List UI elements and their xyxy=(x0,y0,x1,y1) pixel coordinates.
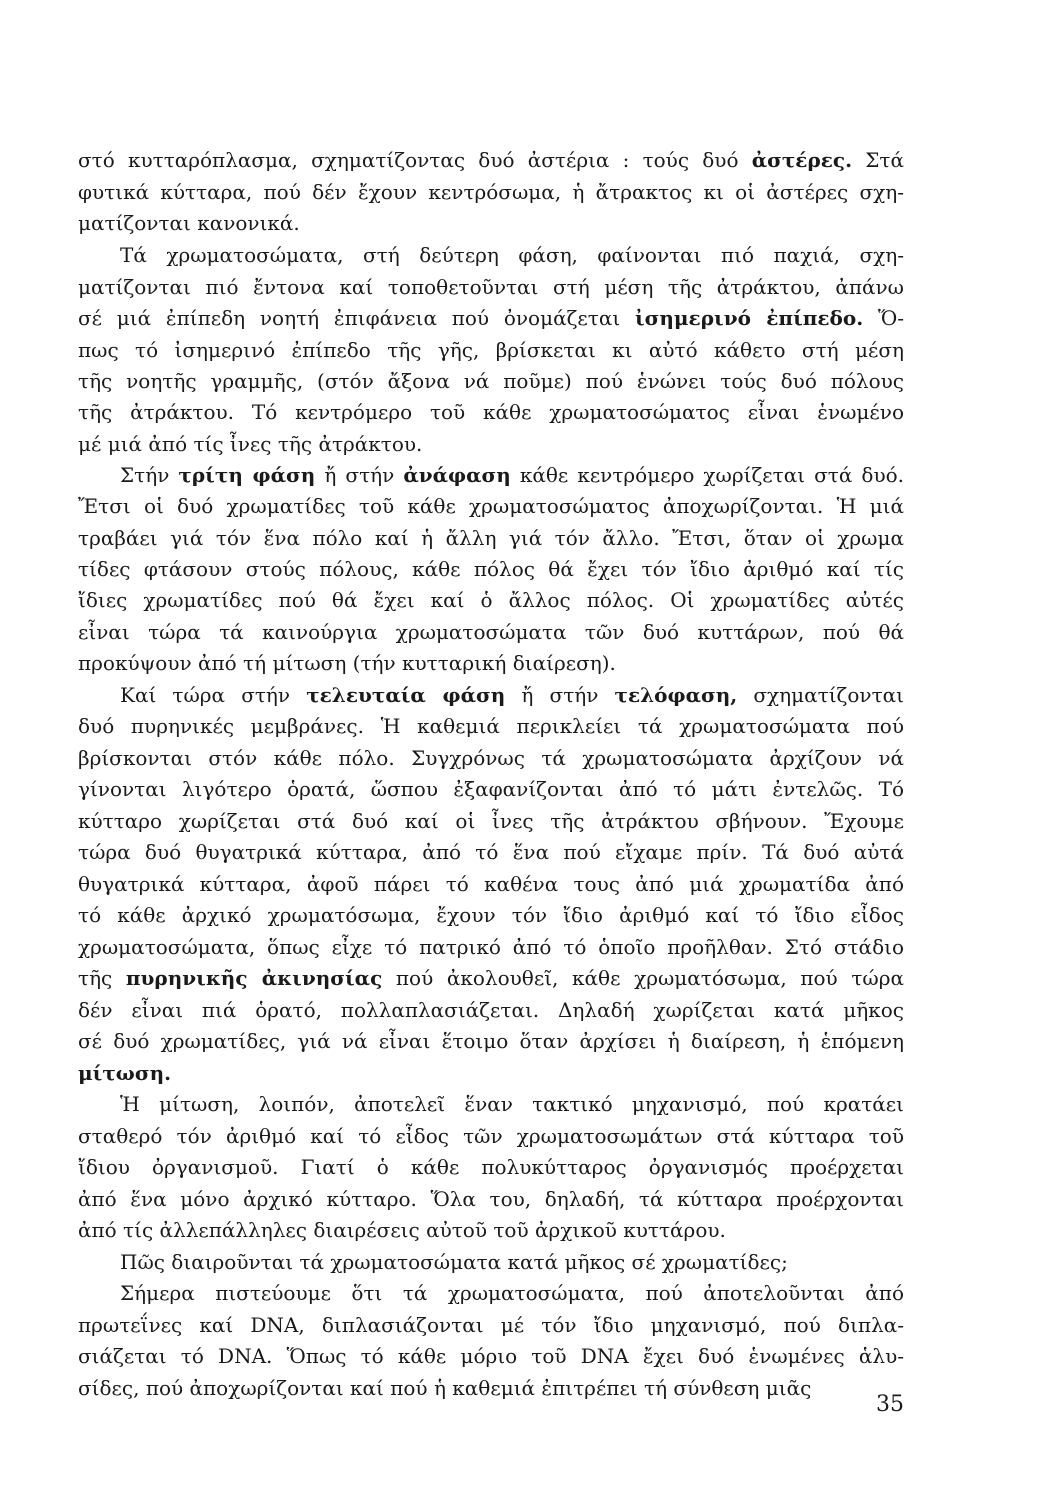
text-line xyxy=(78,648,904,679)
text-run: στό κυτταρόπλασμα, σχηματίζοντας δυό ἀστέρια : τούς δυό xyxy=(78,148,752,172)
text-run: θυγατρικά κύτταρα, ἀφοῦ πάρει τό καθένα τους ἀπό μιά χρωματίδα ἀπό xyxy=(78,872,904,896)
text-run: Πῶς διαιροῦνται τά χρωματοσώματα κατά μῆκος σέ χρωματίδες; xyxy=(120,1250,788,1274)
text-line xyxy=(78,1215,904,1246)
text-line xyxy=(78,617,904,648)
text-run: σίδες, πού ἀποχωρίζονται καί πού ἡ καθεμιά ἐπιτρέπει τή σύνθεση μιᾶς xyxy=(78,1376,812,1400)
text-run: κάθε κεντρόμερο χωρίζεται στά δυό. xyxy=(510,463,905,487)
text-line xyxy=(78,1089,904,1120)
text-line xyxy=(78,366,904,397)
text-line xyxy=(78,711,904,742)
bold-term: πυρηνικῆς ἀκινησίας xyxy=(125,966,383,990)
text-run: βρίσκονται στόν κάθε πόλο. Συγχρόνως τά χρωματοσώματα ἀρχίζουν νά xyxy=(78,746,904,770)
page-number: 35 xyxy=(876,1392,904,1417)
text-run: γίνονται λιγότερο ὁρατά, ὥσπου ἐξαφανίζονται ἀπό τό μάτι ἐντελῶς. Τό xyxy=(78,777,904,801)
text-line xyxy=(78,1121,904,1152)
text-line xyxy=(78,1184,904,1215)
text-run: Καί τώρα στήν xyxy=(120,683,307,707)
text-line xyxy=(78,397,904,428)
text-line xyxy=(78,1310,904,1341)
text-run: χρωματοσώματα, ὅπως εἶχε τό πατρικό ἀπό τό ὁποῖο προῆλθαν. Στό στάδιο xyxy=(78,935,904,959)
text-run: φυτικά κύτταρα, πού δέν ἔχουν κεντρόσωμα, ἡ ἄτρακτος κι οἱ ἀστέρες σχη- xyxy=(78,180,904,204)
text-run: Ὅ- xyxy=(863,306,904,330)
bold-term: τελόφαση, xyxy=(614,683,738,707)
text-line xyxy=(78,995,904,1026)
text-run: τραβάει γιά τόν ἕνα πόλο καί ἡ ἄλλη γιά τόν ἄλλο. Ἔτσι, ὅταν οἱ χρωμα xyxy=(78,526,904,550)
text-line xyxy=(78,869,904,900)
bold-term: μίτωση. xyxy=(78,1061,172,1085)
text-line xyxy=(78,932,904,963)
text-line xyxy=(78,272,904,303)
text-line xyxy=(78,491,904,522)
text-line xyxy=(78,429,904,460)
text-line xyxy=(78,335,904,366)
text-run: σχηματίζονται xyxy=(737,683,904,707)
text-line xyxy=(78,585,904,616)
text-line xyxy=(78,743,904,774)
text-run: τῆς ἀτράκτου. Τό κεντρόμερο τοῦ κάθε χρωματοσώματος εἶναι ἑνωμένο xyxy=(78,400,904,424)
text-run: Ἔτσι οἱ δυό χρωματίδες τοῦ κάθε χρωματοσώματος ἀποχωρίζονται. Ἡ μιά xyxy=(78,494,904,518)
text-run: Στά xyxy=(852,148,904,172)
text-run: Τά χρωματοσώματα, στή δεύτερη φάση, φαίνονται πιό παχιά, σχη- xyxy=(120,243,904,267)
text-run: πρωτεΐνες καί DNA, διπλασιάζονται μέ τόν ἴδιο μηχανισμό, πού διπλα- xyxy=(78,1313,904,1337)
text-run: δυό πυρηνικές μεμβράνες. Ἡ καθεμιά περικλείει τά χρωματοσώματα πού xyxy=(78,714,904,738)
text-run: πως τό ἰσημερινό ἐπίπεδο τῆς γῆς, βρίσκεται κι αὐτό κάθετο στή μέση xyxy=(78,338,904,362)
bold-term: ἀνάφαση xyxy=(403,463,511,487)
text-run: εἶναι τώρα τά καινούργια χρωματοσώματα τῶν δυό κυττάρων, πού θά xyxy=(78,620,904,644)
text-run: ἤ στήν xyxy=(505,683,615,707)
text-run: ἀπό ἕνα μόνο ἀρχικό κύτταρο. Ὅλα του, δηλαδή, τά κύτταρα προέρχονται xyxy=(78,1187,904,1211)
bold-term: ἀστέρες. xyxy=(751,148,853,172)
text-line xyxy=(78,1373,904,1404)
text-line xyxy=(78,208,904,239)
text-run: τῆς νοητῆς γραμμῆς, (στόν ἄξονα νά ποῦμε) πού ἑνώνει τούς δυό πόλους xyxy=(78,369,904,393)
bold-term: ἰσημερινό ἐπίπεδο. xyxy=(634,306,864,330)
text-run: πού ἀκολουθεῖ, κάθε χρωματόσωμα, πού τώρα xyxy=(382,966,904,990)
text-line xyxy=(78,1341,904,1372)
text-line xyxy=(78,460,904,491)
text-line xyxy=(78,240,904,271)
text-line xyxy=(78,900,904,931)
text-run: τίδες φτάσουν στούς πόλους, κάθε πόλος θά ἔχει τόν ἴδιο ἀριθμό καί τίς xyxy=(78,557,904,581)
text-line xyxy=(78,1278,904,1309)
text-run: ἴδιου ὀργανισμοῦ. Γιατί ὁ κάθε πολυκύτταρος ὀργανισμός προέρχεται xyxy=(78,1155,904,1179)
text-line xyxy=(78,554,904,585)
text-line xyxy=(78,303,904,334)
text-run: κύτταρο χωρίζεται στά δυό καί οἱ ἶνες τῆς ἀτράκτου σβήνουν. Ἔχουμε xyxy=(78,809,904,833)
text-line xyxy=(78,837,904,868)
text-line xyxy=(78,145,904,176)
text-line xyxy=(78,1152,904,1183)
text-line xyxy=(78,177,904,208)
text-line xyxy=(78,680,904,711)
text-line xyxy=(78,806,904,837)
text-run: τώρα δυό θυγατρικά κύτταρα, ἀπό τό ἕνα πού εἴχαμε πρίν. Τά δυό αὐτά xyxy=(78,840,904,864)
bold-term: τρίτη φάση xyxy=(178,463,316,487)
text-run: τῆς xyxy=(78,966,126,990)
text-run: σταθερό τόν ἀριθμό καί τό εἶδος τῶν χρωματοσωμάτων στά κύτταρα τοῦ xyxy=(78,1124,904,1148)
text-run: ἤ στήν xyxy=(315,463,404,487)
text-run: σέ μιά ἐπίπεδη νοητή ἐπιφάνεια πού ὀνομάζεται xyxy=(78,306,635,330)
text-line xyxy=(78,1247,904,1278)
text-line xyxy=(78,523,904,554)
text-run: ἀπό τίς ἀλλεπάλληλες διαιρέσεις αὐτοῦ τοῦ ἀρχικοῦ κυττάρου. xyxy=(78,1218,726,1242)
text-line xyxy=(78,774,904,805)
text-run: Ἡ μίτωση, λοιπόν, ἀποτελεῖ ἕναν τακτικό μηχανισμό, πού κρατάει xyxy=(120,1092,904,1116)
bold-term: τελευταία φάση xyxy=(306,683,506,707)
text-run: σιάζεται τό DNA. Ὅπως τό κάθε μόριο τοῦ DNA ἔχει δυό ἑνωμένες ἁλυ- xyxy=(78,1344,904,1368)
text-run: προκύψουν ἀπό τή μίτωση (τήν κυτταρική διαίρεση). xyxy=(78,651,616,675)
text-run: σέ δυό χρωματίδες, γιά νά εἶναι ἕτοιμο ὅταν ἀρχίσει ἡ διαίρεση, ἡ ἑπόμενη xyxy=(78,1029,904,1053)
text-line xyxy=(78,1058,904,1089)
text-run: μέ μιά ἀπό τίς ἶνες τῆς ἀτράκτου. xyxy=(78,432,423,456)
text-line xyxy=(78,1026,904,1057)
text-run: Σήμερα πιστεύουμε ὅτι τά χρωματοσώματα, πού ἀποτελοῦνται ἀπό xyxy=(120,1281,904,1305)
text-run: δέν εἶναι πιά ὁρατό, πολλαπλασιάζεται. Δηλαδή χωρίζεται κατά μῆκος xyxy=(78,998,904,1022)
text-run: ἴδιες χρωματίδες πού θά ἔχει καί ὁ ἄλλος πόλος. Οἱ χρωματίδες αὐτές xyxy=(78,588,904,612)
text-run: ματίζονται κανονικά. xyxy=(78,211,300,235)
text-run: ματίζονται πιό ἔντονα καί τοποθετοῦνται στή μέση τῆς ἀτράκτου, ἀπάνω xyxy=(78,275,904,299)
text-run: Στήν xyxy=(120,463,179,487)
text-line xyxy=(78,963,904,994)
text-run: τό κάθε ἀρχικό χρωματόσωμα, ἔχουν τόν ἴδιο ἀριθμό καί τό ἴδιο εἶδος xyxy=(78,903,904,927)
